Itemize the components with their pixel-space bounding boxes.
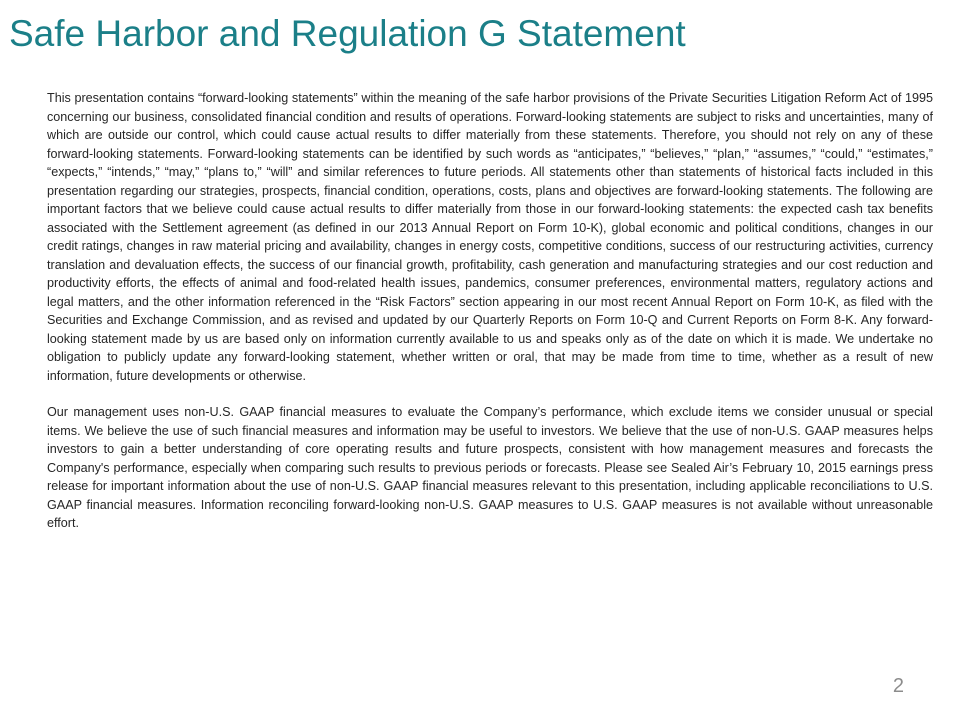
- slide-number: 2: [892, 675, 904, 697]
- regulation-g-paragraph: Our management uses non-U.S. GAAP financial measures to evaluate the Company’s performance, which exclude items we consider unusual or special items. We believe the use of such financial measures and information may be useful to investors. We believe that the use of non-U.S. GAAP measures helps investors to gain a better understanding of core operating results and future prospects, consistent with how management measures and forecasts the Company's performance, especially when comparing such results to previous periods or forecasts. Please see Sealed Air’s February 10, 2015 earnings press release for important information about the use of non-U.S. GAAP financial measures relevant to this presentation, including applicable reconciliations to U.S. GAAP financial measures. Information reconciling forward-looking non-U.S. GAAP measures to U.S. GAAP measures is not available without unreasonable effort.: [47, 405, 933, 530]
- safe-harbor-paragraph: This presentation contains “forward-looking statements” within the meaning of the safe harbor provisions of the Private Securities Litigation Reform Act of 1995 concerning our business, consolidated financial condition and results of operations. Forward-looking statements are subject to risks and uncertainties, many of which are outside our control, which could cause actual results to differ materially from these statements. Therefore, you should not rely on any of these forward-looking statements. Forward-looking statements can be identified by such words as “anticipates,” “believes,” “plan,” “assumes,” “could,” “estimates,” “expects,” “intends,” “may,” “plans to,” “will” and similar references to future periods. All statements other than statements of historical facts included in this presentation regarding our strategies, prospects, financial condition, operations, costs, plans and objectives are forward-looking statements. The following are important factors that we believe could cause actual results to differ materially from those in our forward-looking statements: the expected cash tax benefits associated with the Settlement agreement (as defined in our 2013 Annual Report on Form 10-K), global economic and political conditions, changes in our credit ratings, changes in raw material pricing and availability, changes in energy costs, competitive conditions, success of our restructuring activities, currency translation and devaluation effects, the success of our financial growth, profitability, cash generation and manufacturing strategies and our cost reduction and productivity efforts, the effects of animal and food-related health issues, pandemics, consumer preferences, environmental matters, regulatory actions and legal matters, and the other information referenced in the “Risk Factors” section appearing in our most recent Annual Report on Form 10-K, as filed with the Securities and Exchange Commission, and as revised and updated by our Quarterly Reports on Form 10-Q and Current Reports on Form 8-K. Any forward-looking statement made by us are based only on information currently available to us and speaks only as of the date on which it is made. We undertake no obligation to publicly update any forward-looking statement, whether written or oral, that may be made from time to time, whether as a result of new information, future developments or otherwise.: [47, 91, 933, 383]
- slide-title: Safe Harbor and Regulation G Statement: [9, 13, 686, 54]
- slide-body: [47, 89, 933, 533]
